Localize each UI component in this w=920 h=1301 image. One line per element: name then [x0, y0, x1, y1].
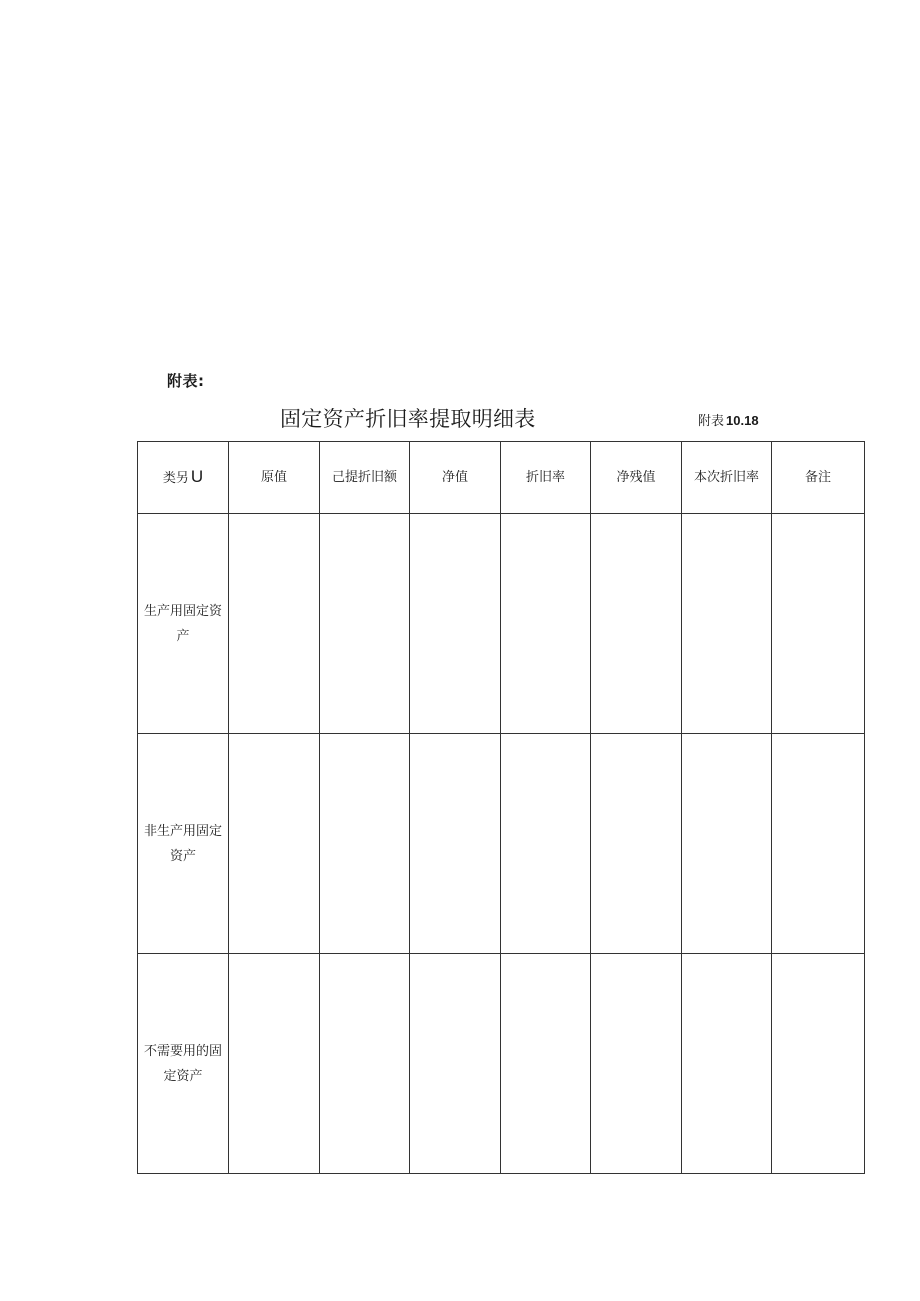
table-cell — [229, 734, 320, 954]
table-cell — [682, 734, 772, 954]
table-cell — [591, 514, 682, 734]
table-cell — [501, 514, 591, 734]
row-category-cell — [138, 514, 229, 734]
table-cell — [682, 514, 772, 734]
header-original-value: 原值 — [229, 442, 320, 514]
table-number-prefix: 附表 — [698, 414, 725, 429]
table-row — [138, 514, 865, 734]
table-cell — [682, 954, 772, 1174]
table-cell — [591, 954, 682, 1174]
table-cell — [229, 514, 320, 734]
attachment-label: 附表: — [167, 372, 205, 390]
table-cell — [772, 954, 865, 1174]
header-remarks: 备注 — [772, 442, 865, 514]
table-header-row — [138, 442, 865, 514]
table-number-value: 10.18 — [726, 413, 759, 428]
header-category-suffix: U — [190, 467, 204, 486]
row-category-label: 非生产用固定资产 — [143, 823, 222, 864]
header-category-text: 类另 — [162, 471, 189, 486]
row-category-label: 生产用固定资产 — [143, 603, 222, 644]
table-row — [138, 954, 865, 1174]
table-cell — [501, 734, 591, 954]
header-net-value: 净值 — [410, 442, 501, 514]
header-net-residual-value: 净残值 — [591, 442, 682, 514]
table-cell — [410, 954, 501, 1174]
row-category-cell — [138, 954, 229, 1174]
header-accumulated-depreciation: 己提折旧额 — [320, 442, 410, 514]
table-cell — [320, 954, 410, 1174]
header-depreciation-rate: 折旧率 — [501, 442, 591, 514]
header-current-depreciation-rate: 本次折旧率 — [682, 442, 772, 514]
table-cell — [320, 514, 410, 734]
depreciation-table — [137, 441, 865, 1174]
table-cell — [772, 514, 865, 734]
table-cell — [229, 954, 320, 1174]
table-row — [138, 734, 865, 954]
table-number — [698, 410, 759, 429]
table-cell — [410, 514, 501, 734]
table-cell — [320, 734, 410, 954]
row-category-label: 不需要用的固定资产 — [143, 1043, 222, 1084]
table-cell — [772, 734, 865, 954]
row-category-cell — [138, 734, 229, 954]
header-category — [138, 442, 229, 514]
document-title: 固定资产折旧率提取明细表 — [280, 407, 536, 431]
table-cell — [410, 734, 501, 954]
table-cell — [591, 734, 682, 954]
table-cell — [501, 954, 591, 1174]
